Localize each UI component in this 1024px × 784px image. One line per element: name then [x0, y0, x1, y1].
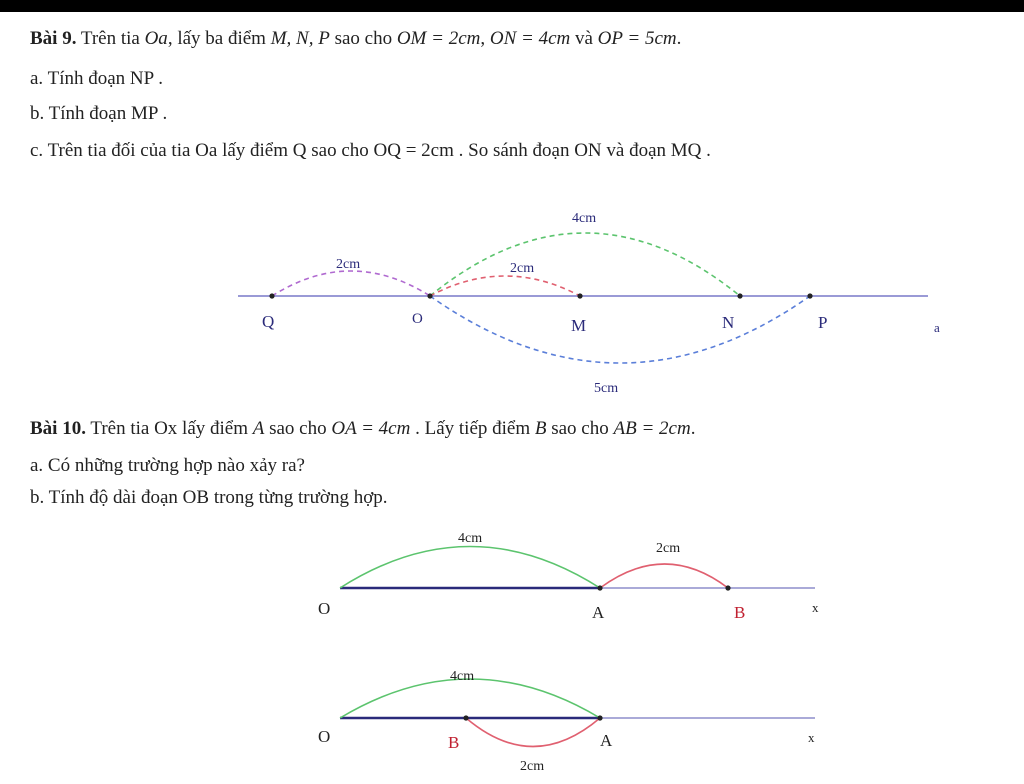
label-a: a [934, 320, 940, 335]
arc-oa-fig2 [340, 679, 600, 718]
label-q: Q [262, 312, 275, 331]
label-o: O [412, 311, 423, 327]
label-n: N [722, 313, 735, 332]
bai9-part-c: c. Trên tia đối của tia Oa lấy điểm Q sao cho OQ = 2cm . So sánh đoạn ON và đoạn MQ . [30, 140, 711, 161]
bai10-point-b: B [534, 418, 547, 439]
bai9-end: . [676, 28, 682, 49]
label-2cm-fig2: 2cm [520, 759, 545, 774]
bai9-points: M, N, P [270, 28, 330, 49]
bai9-heading: Bài 9. [30, 28, 77, 49]
label-a-fig2: A [600, 731, 613, 750]
bai10-part-a: a. Có những trường hợp nào xảy ra? [30, 455, 305, 476]
label-b-fig2: B [448, 733, 460, 752]
bai9-eq-on: ON = 4cm [489, 28, 571, 49]
point-b-fig2 [463, 715, 468, 720]
bai10-part-b: b. Tính độ dài đoạn OB trong từng trường hợp. [30, 487, 388, 508]
arc-ba-fig2 [466, 718, 600, 747]
bai9-ray: Oa [144, 28, 168, 49]
label-o-fig2: O [318, 727, 331, 746]
label-x-fig1: x [812, 600, 819, 615]
bai10-text-b: sao cho [269, 418, 327, 439]
bai10-eq-ab: AB = 2cm [613, 418, 691, 439]
label-5cm: 5cm [594, 381, 619, 396]
bai9-and: và [574, 28, 593, 49]
bai9-part-b: b. Tính đoạn MP . [30, 103, 168, 124]
bai9-sep: , [480, 28, 486, 49]
bai10-text-d: sao cho [551, 418, 609, 439]
bai9-eq-op: OP = 5cm [597, 28, 677, 49]
bai9-part-a: a. Tính đoạn NP . [30, 68, 163, 89]
bai9-intro-a: Trên tia [80, 28, 140, 49]
label-4cm-fig1: 4cm [458, 531, 483, 546]
bai9-intro-c: sao cho [334, 28, 393, 49]
bai9-eq-om: OM = 2cm [396, 28, 481, 49]
bai9-intro-b: , lấy ba điểm [167, 28, 266, 49]
bai10-eq-oa: OA = 4cm [331, 418, 411, 439]
label-x-fig2: x [808, 730, 815, 745]
label-4cm: 4cm [572, 211, 597, 226]
label-o-fig1: O [318, 599, 331, 618]
bai10-heading: Bài 10. [30, 418, 86, 439]
label-b-fig1: B [734, 603, 746, 622]
label-2cm-om: 2cm [510, 261, 535, 276]
label-4cm-fig2: 4cm [450, 669, 475, 684]
bai10-point-a: A [252, 418, 265, 439]
bai10-text-c: . Lấy tiếp điểm [415, 418, 531, 439]
point-a-fig2 [597, 715, 602, 720]
label-m: M [571, 316, 587, 335]
label-p: P [818, 313, 828, 332]
bai10-text-a: Trên tia Ox lấy điểm [90, 418, 248, 439]
label-2cm-qo: 2cm [336, 257, 361, 272]
label-2cm-fig1: 2cm [656, 541, 681, 556]
bai10-end: . [690, 418, 696, 439]
label-a-fig1: A [592, 603, 605, 622]
